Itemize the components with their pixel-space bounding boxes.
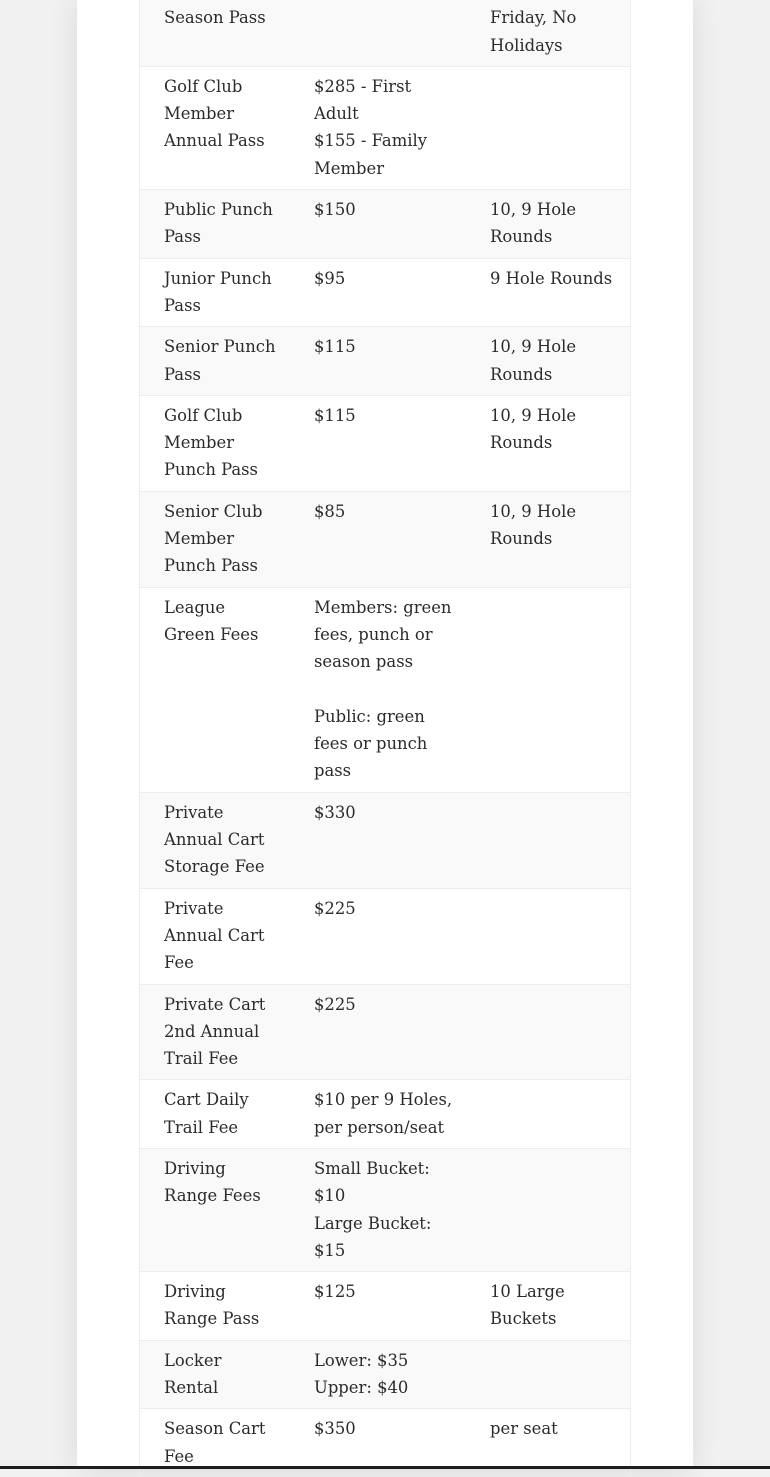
pass-name-cell bbox=[140, 258, 291, 327]
price-cell bbox=[290, 1080, 464, 1149]
paragraph-gap bbox=[314, 676, 464, 703]
cell-text: $330 bbox=[314, 802, 356, 822]
table-row bbox=[140, 587, 631, 792]
cell-text: League bbox=[164, 597, 226, 617]
cell-text: Adult bbox=[314, 104, 359, 124]
cell-text: Holidays bbox=[490, 35, 563, 55]
pass-name-cell bbox=[140, 888, 291, 984]
notes-cell bbox=[464, 888, 631, 984]
table-row bbox=[140, 491, 631, 587]
pass-name-cell bbox=[140, 1340, 291, 1409]
pass-name-cell bbox=[140, 491, 291, 587]
cell-text: Public Punch bbox=[164, 200, 273, 220]
cell-text: Rounds bbox=[490, 529, 553, 549]
cell-text: per person/seat bbox=[314, 1117, 445, 1137]
cell-text: Pass bbox=[164, 227, 201, 247]
notes-cell bbox=[464, 984, 631, 1080]
cell-text: Senior Club bbox=[164, 501, 263, 521]
cell-text: $115 bbox=[314, 405, 356, 425]
cell-text: $225 bbox=[314, 898, 356, 918]
cell-text: Driving bbox=[164, 1282, 226, 1302]
cell-text: Trail Fee bbox=[164, 1049, 239, 1069]
cell-text: Private Cart bbox=[164, 994, 266, 1014]
price-cell bbox=[290, 0, 464, 66]
cell-text: Private bbox=[164, 898, 224, 918]
table-row bbox=[140, 1340, 631, 1409]
cell-text: Member bbox=[164, 529, 235, 549]
cell-text: Senior Punch bbox=[164, 337, 276, 357]
price-cell bbox=[290, 395, 464, 491]
price-cell bbox=[290, 190, 464, 259]
table-row bbox=[140, 0, 631, 66]
price-cell bbox=[290, 1340, 464, 1409]
cell-text: $225 bbox=[314, 994, 356, 1014]
cell-text bbox=[314, 0, 464, 4]
cell-text: $285 - First bbox=[314, 76, 412, 96]
table-row bbox=[140, 66, 631, 189]
cell-text: $115 bbox=[314, 337, 356, 357]
cell-text: Friday, No bbox=[490, 8, 577, 28]
notes-cell bbox=[464, 1340, 631, 1409]
pass-name-cell bbox=[140, 984, 291, 1080]
table-row bbox=[140, 190, 631, 259]
cell-text: $85 bbox=[314, 501, 346, 521]
cell-text: Junior Punch bbox=[164, 268, 272, 288]
cell-text: Annual Pass bbox=[164, 131, 265, 151]
cell-text: Rental bbox=[164, 1378, 219, 1398]
cell-text: Private bbox=[164, 802, 224, 822]
cell-text: Locker bbox=[164, 1350, 222, 1370]
price-cell bbox=[290, 984, 464, 1080]
cell-text: Public: green bbox=[314, 706, 425, 726]
pass-name-cell bbox=[140, 587, 291, 792]
cell-text: Driving bbox=[164, 1158, 226, 1178]
cell-text: Small Bucket: bbox=[314, 1158, 430, 1178]
cell-text: Large Bucket: bbox=[314, 1213, 432, 1233]
cell-text: 10, 9 Hole bbox=[490, 200, 577, 220]
cell-text: Buckets bbox=[490, 1309, 557, 1329]
table-row bbox=[140, 1148, 631, 1271]
table-row bbox=[140, 1272, 631, 1341]
pass-name-cell bbox=[140, 1272, 291, 1341]
cell-text: Season Cart bbox=[164, 1419, 266, 1439]
cell-text: $150 bbox=[314, 200, 356, 220]
fees-table bbox=[139, 0, 631, 1477]
cell-text: 10, 9 Hole bbox=[490, 405, 577, 425]
cell-text: Member bbox=[314, 158, 385, 178]
pass-name-cell bbox=[140, 190, 291, 259]
cell-text: 9 Hole Rounds bbox=[490, 268, 613, 288]
cell-text: Range Fees bbox=[164, 1186, 261, 1206]
table-row bbox=[140, 258, 631, 327]
cell-text: Punch Pass bbox=[164, 556, 258, 576]
cell-text: $155 - Family bbox=[314, 131, 427, 151]
pass-name-cell bbox=[140, 1148, 291, 1271]
table-row bbox=[140, 888, 631, 984]
notes-cell bbox=[464, 327, 631, 396]
table-row bbox=[140, 1080, 631, 1149]
cell-text: $10 per 9 Holes, bbox=[314, 1090, 453, 1110]
cell-text: Pass bbox=[164, 295, 201, 315]
cell-text: 10, 9 Hole bbox=[490, 337, 577, 357]
price-cell bbox=[290, 792, 464, 888]
price-cell bbox=[290, 66, 464, 189]
cell-text: 2nd Annual bbox=[164, 1021, 260, 1041]
pass-name-cell bbox=[140, 66, 291, 189]
cell-text: Upper: $40 bbox=[314, 1378, 409, 1398]
cell-text: Punch Pass bbox=[164, 460, 258, 480]
cell-text: Fee bbox=[164, 953, 194, 973]
cell-text: fees, punch or bbox=[314, 624, 433, 644]
notes-cell bbox=[464, 1080, 631, 1149]
pass-name-cell bbox=[140, 395, 291, 491]
pass-name-cell bbox=[140, 0, 291, 66]
cell-text: $15 bbox=[314, 1240, 346, 1260]
cell-text: 10 Large bbox=[490, 1282, 565, 1302]
pass-name-cell bbox=[140, 1080, 291, 1149]
cell-text: 10, 9 Hole bbox=[490, 501, 577, 521]
notes-cell bbox=[464, 0, 631, 66]
notes-cell bbox=[464, 1272, 631, 1341]
cell-text: Trail Fee bbox=[164, 1117, 239, 1137]
fees-table-body bbox=[140, 0, 631, 1477]
price-cell bbox=[290, 258, 464, 327]
cell-text: Golf Club bbox=[164, 76, 243, 96]
cell-text: Cart Daily bbox=[164, 1090, 249, 1110]
price-cell bbox=[290, 491, 464, 587]
cell-text: per seat bbox=[490, 1419, 558, 1439]
pass-name-cell bbox=[140, 327, 291, 396]
price-cell bbox=[290, 888, 464, 984]
cell-text: Season Pass bbox=[164, 8, 266, 28]
price-cell bbox=[290, 587, 464, 792]
cell-text: Fee bbox=[164, 1446, 194, 1466]
price-cell bbox=[290, 1272, 464, 1341]
cell-text: pass bbox=[314, 761, 352, 781]
cell-text: Golf Club bbox=[164, 405, 243, 425]
cell-text: Rounds bbox=[490, 364, 553, 384]
notes-cell bbox=[464, 792, 631, 888]
cell-text: Storage Fee bbox=[164, 857, 265, 877]
price-cell bbox=[290, 1148, 464, 1271]
pass-name-cell bbox=[140, 792, 291, 888]
cell-text: Green Fees bbox=[164, 624, 259, 644]
cell-text: $10 bbox=[314, 1186, 346, 1206]
notes-cell bbox=[464, 491, 631, 587]
cell-text: Range Pass bbox=[164, 1309, 260, 1329]
price-cell bbox=[290, 327, 464, 396]
cell-text: season pass bbox=[314, 652, 414, 672]
table-row bbox=[140, 327, 631, 396]
notes-cell bbox=[464, 395, 631, 491]
notes-cell bbox=[464, 190, 631, 259]
cell-text: Member bbox=[164, 433, 235, 453]
cell-text: $95 bbox=[314, 268, 346, 288]
cell-text: Lower: $35 bbox=[314, 1350, 409, 1370]
cell-text: $350 bbox=[314, 1419, 356, 1439]
cell-text: Member bbox=[164, 104, 235, 124]
cell-text: Annual Cart bbox=[164, 925, 265, 945]
notes-cell bbox=[464, 587, 631, 792]
cell-text: Rounds bbox=[490, 227, 553, 247]
cell-text: Pass bbox=[164, 364, 201, 384]
notes-cell bbox=[464, 1148, 631, 1271]
notes-cell bbox=[464, 66, 631, 189]
cell-text: Members: green bbox=[314, 597, 452, 617]
notes-cell bbox=[464, 258, 631, 327]
table-row bbox=[140, 792, 631, 888]
table-row bbox=[140, 984, 631, 1080]
table-row bbox=[140, 395, 631, 491]
cell-text: $125 bbox=[314, 1282, 356, 1302]
cell-text: Rounds bbox=[490, 433, 553, 453]
cell-text: fees or punch bbox=[314, 734, 428, 754]
cell-text: Annual Cart bbox=[164, 830, 265, 850]
